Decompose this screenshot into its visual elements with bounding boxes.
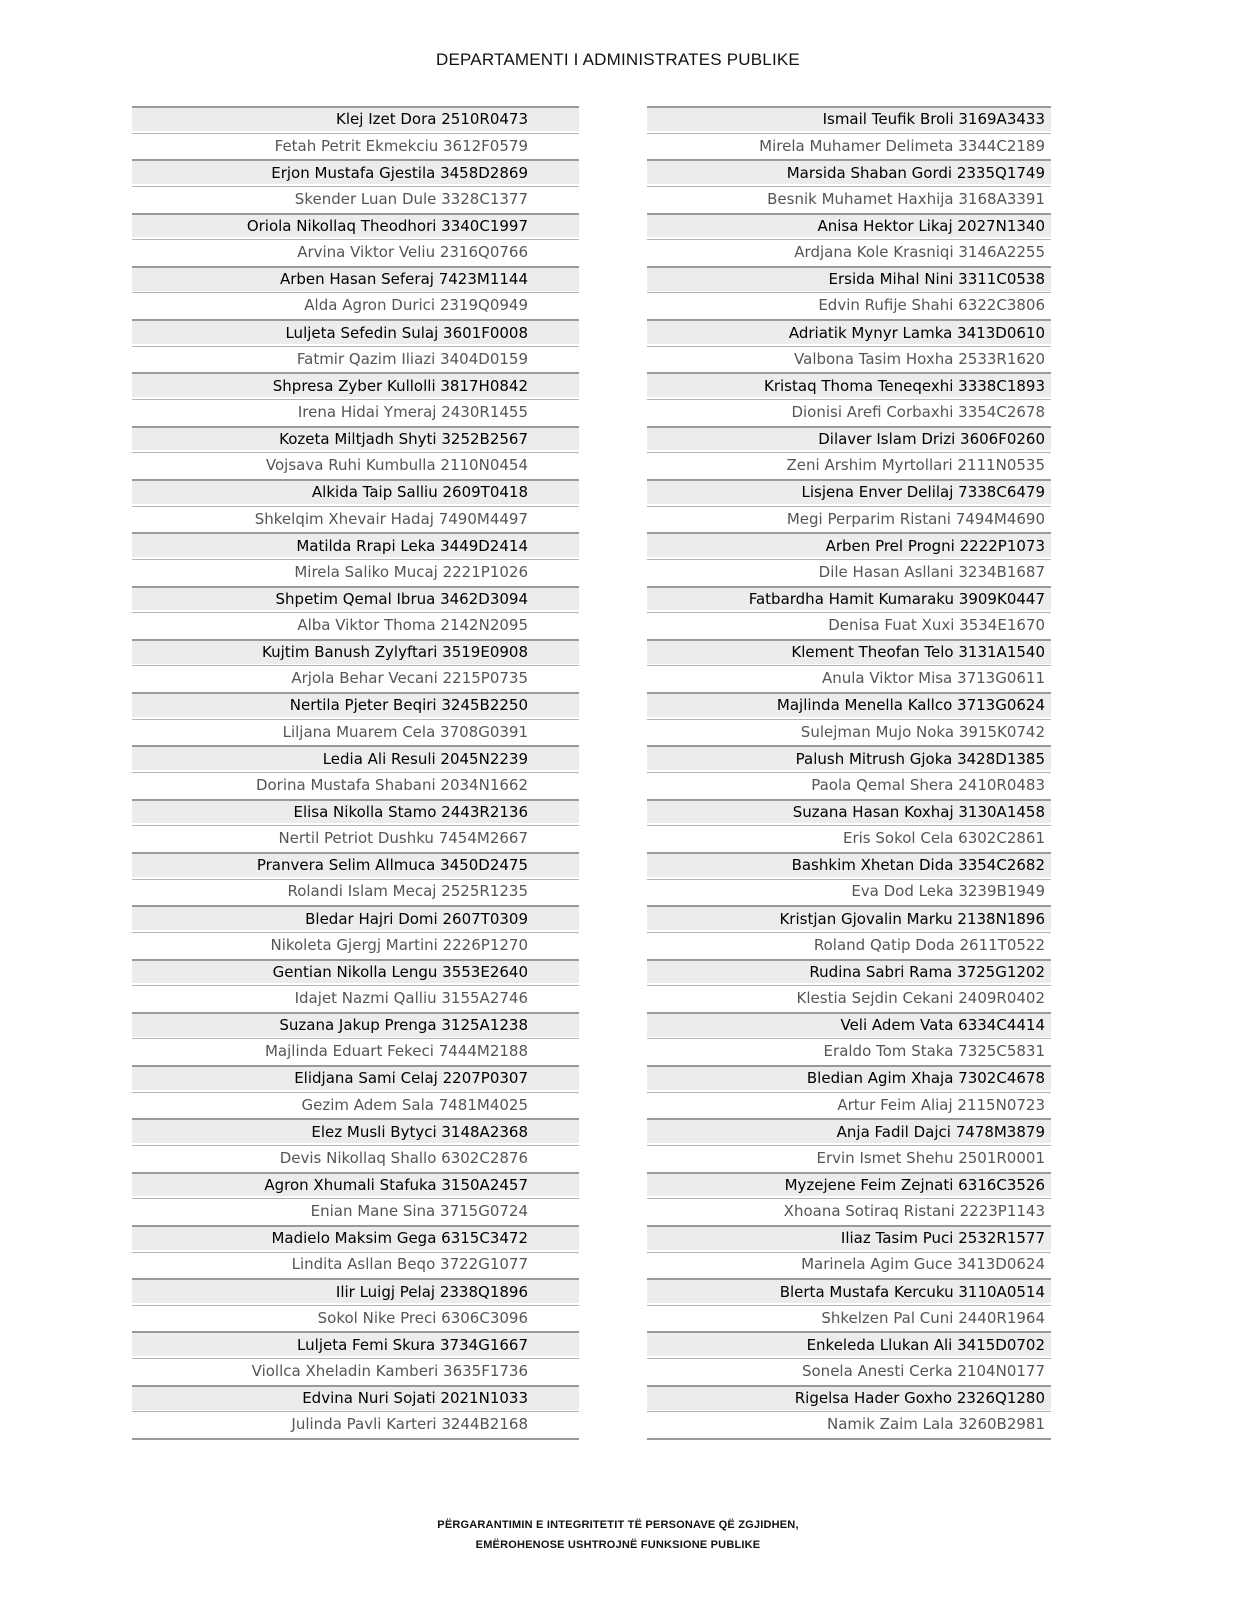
list-item: Arben Hasan Seferaj 7423M1144 (132, 266, 579, 291)
list-item: Majlinda Eduart Fekeci 7444M2188 (132, 1038, 579, 1063)
list-item: Julinda Pavli Karteri 3244B2168 (132, 1411, 579, 1436)
list-item: Mirela Saliko Mucaj 2221P1026 (132, 559, 579, 584)
list-item: Ersida Mihal Nini 3311C0538 (647, 266, 1051, 291)
list-item: Fatbardha Hamit Kumaraku 3909K0447 (647, 586, 1051, 611)
list-item: Zeni Arshim Myrtollari 2111N0535 (647, 452, 1051, 477)
right-name-list (647, 106, 1051, 1440)
list-item: Luljeta Sefedin Sulaj 3601F0008 (132, 319, 579, 344)
list-item: Rigelsa Hader Goxho 2326Q1280 (647, 1385, 1051, 1410)
list-item: Enkeleda Llukan Ali 3415D0702 (647, 1331, 1051, 1356)
list-item: Alkida Taip Salliu 2609T0418 (132, 479, 579, 504)
list-item: Dorina Mustafa Shabani 2034N1662 (132, 772, 579, 797)
page-title: DEPARTAMENTI I ADMINISTRATES PUBLIKE (436, 50, 800, 69)
page-footer (0, 1515, 1236, 1555)
list-item: Roland Qatip Doda 2611T0522 (647, 932, 1051, 957)
list-item: Kristaq Thoma Teneqexhi 3338C1893 (647, 372, 1051, 397)
list-item: Shkelqim Xhevair Hadaj 7490M4497 (132, 506, 579, 531)
list-item: Klej Izet Dora 2510R0473 (132, 106, 579, 131)
list-item: Alba Viktor Thoma 2142N2095 (132, 612, 579, 637)
list-item: Edvina Nuri Sojati 2021N1033 (132, 1385, 579, 1410)
list-item: Kujtim Banush Zylyftari 3519E0908 (132, 639, 579, 664)
list-item: Myzejene Feim Zejnati 6316C3526 (647, 1172, 1051, 1197)
list-item: Liljana Muarem Cela 3708G0391 (132, 719, 579, 744)
list-item: Bashkim Xhetan Dida 3354C2682 (647, 852, 1051, 877)
list-item: Agron Xhumali Stafuka 3150A2457 (132, 1172, 579, 1197)
list-item: Lindita Asllan Beqo 3722G1077 (132, 1252, 579, 1277)
list-item: Namik Zaim Lala 3260B2981 (647, 1411, 1051, 1436)
footer-line-2: EMËROHENOSE USHTROJNË FUNKSIONE PUBLIKE (475, 1539, 761, 1551)
list-item: Idajet Nazmi Qalliu 3155A2746 (132, 985, 579, 1010)
list-item: Artur Feim Aliaj 2115N0723 (647, 1092, 1051, 1117)
list-item: Marsida Shaban Gordi 2335Q1749 (647, 159, 1051, 184)
list-item: Elez Musli Bytyci 3148A2368 (132, 1118, 579, 1143)
list-end-rule (647, 1438, 1051, 1440)
list-item: Ervin Ismet Shehu 2501R0001 (647, 1145, 1051, 1170)
list-item: Eva Dod Leka 3239B1949 (647, 879, 1051, 904)
list-item: Adriatik Mynyr Lamka 3413D0610 (647, 319, 1051, 344)
list-item: Elisa Nikolla Stamo 2443R2136 (132, 799, 579, 824)
list-item: Rolandi Islam Mecaj 2525R1235 (132, 879, 579, 904)
list-item: Nikoleta Gjergj Martini 2226P1270 (132, 932, 579, 957)
list-item: Anja Fadil Dajci 7478M3879 (647, 1118, 1051, 1143)
list-item: Megi Perparim Ristani 7494M4690 (647, 506, 1051, 531)
list-item: Oriola Nikollaq Theodhori 3340C1997 (132, 213, 579, 238)
footer-line-1: PËRGARANTIMIN E INTEGRITETIT TË PERSONAVE QË ZGJIDHEN, (437, 1519, 799, 1531)
list-item: Arjola Behar Vecani 2215P0735 (132, 665, 579, 690)
list-item: Shpetim Qemal Ibrua 3462D3094 (132, 586, 579, 611)
left-name-list (132, 106, 579, 1440)
list-item: Palush Mitrush Gjoka 3428D1385 (647, 745, 1051, 770)
list-item: Luljeta Femi Skura 3734G1667 (132, 1331, 579, 1356)
list-item: Denisa Fuat Xuxi 3534E1670 (647, 612, 1051, 637)
list-item: Arvina Viktor Veliu 2316Q0766 (132, 239, 579, 264)
list-item: Erjon Mustafa Gjestila 3458D2869 (132, 159, 579, 184)
list-item: Arben Prel Progni 2222P1073 (647, 532, 1051, 557)
list-end-rule (132, 1438, 579, 1440)
list-item: Eraldo Tom Staka 7325C5831 (647, 1038, 1051, 1063)
list-item: Sonela Anesti Cerka 2104N0177 (647, 1358, 1051, 1383)
list-item: Anula Viktor Misa 3713G0611 (647, 665, 1051, 690)
list-item: Dionisi Arefi Corbaxhi 3354C2678 (647, 399, 1051, 424)
list-item: Gentian Nikolla Lengu 3553E2640 (132, 959, 579, 984)
list-item: Matilda Rrapi Leka 3449D2414 (132, 532, 579, 557)
list-item: Nertil Petriot Dushku 7454M2667 (132, 825, 579, 850)
list-item: Rudina Sabri Rama 3725G1202 (647, 959, 1051, 984)
list-item: Lisjena Enver Delilaj 7338C6479 (647, 479, 1051, 504)
list-item: Sulejman Mujo Noka 3915K0742 (647, 719, 1051, 744)
list-item: Klement Theofan Telo 3131A1540 (647, 639, 1051, 664)
list-item: Madielo Maksim Gega 6315C3472 (132, 1225, 579, 1250)
list-item: Gezim Adem Sala 7481M4025 (132, 1092, 579, 1117)
list-item: Ledia Ali Resuli 2045N2239 (132, 745, 579, 770)
list-item: Dile Hasan Asllani 3234B1687 (647, 559, 1051, 584)
list-item: Valbona Tasim Hoxha 2533R1620 (647, 346, 1051, 371)
list-item: Xhoana Sotiraq Ristani 2223P1143 (647, 1198, 1051, 1223)
list-item: Vojsava Ruhi Kumbulla 2110N0454 (132, 452, 579, 477)
list-item: Edvin Rufije Shahi 6322C3806 (647, 292, 1051, 317)
list-item: Shpresa Zyber Kullolli 3817H0842 (132, 372, 579, 397)
list-item: Paola Qemal Shera 2410R0483 (647, 772, 1051, 797)
list-item: Mirela Muhamer Delimeta 3344C2189 (647, 133, 1051, 158)
list-item: Pranvera Selim Allmuca 3450D2475 (132, 852, 579, 877)
list-item: Skender Luan Dule 3328C1377 (132, 186, 579, 211)
list-item: Devis Nikollaq Shallo 6302C2876 (132, 1145, 579, 1170)
list-item: Klestia Sejdin Cekani 2409R0402 (647, 985, 1051, 1010)
list-item: Blerta Mustafa Kercuku 3110A0514 (647, 1278, 1051, 1303)
list-item: Ismail Teufik Broli 3169A3433 (647, 106, 1051, 131)
list-item: Dilaver Islam Drizi 3606F0260 (647, 426, 1051, 451)
list-item: Besnik Muhamet Haxhija 3168A3391 (647, 186, 1051, 211)
list-item: Eris Sokol Cela 6302C2861 (647, 825, 1051, 850)
list-item: Viollca Xheladin Kamberi 3635F1736 (132, 1358, 579, 1383)
list-item: Elidjana Sami Celaj 2207P0307 (132, 1065, 579, 1090)
list-item: Suzana Hasan Koxhaj 3130A1458 (647, 799, 1051, 824)
list-item: Ilir Luigj Pelaj 2338Q1896 (132, 1278, 579, 1303)
list-item: Bledar Hajri Domi 2607T0309 (132, 905, 579, 930)
list-item: Enian Mane Sina 3715G0724 (132, 1198, 579, 1223)
list-item: Veli Adem Vata 6334C4414 (647, 1012, 1051, 1037)
list-item: Shkelzen Pal Cuni 2440R1964 (647, 1305, 1051, 1330)
list-item: Sokol Nike Preci 6306C3096 (132, 1305, 579, 1330)
list-item: Alda Agron Durici 2319Q0949 (132, 292, 579, 317)
list-item: Iliaz Tasim Puci 2532R1577 (647, 1225, 1051, 1250)
list-item: Fetah Petrit Ekmekciu 3612F0579 (132, 133, 579, 158)
list-item: Kristjan Gjovalin Marku 2138N1896 (647, 905, 1051, 930)
list-item: Irena Hidai Ymeraj 2430R1455 (132, 399, 579, 424)
list-item: Fatmir Qazim Iliazi 3404D0159 (132, 346, 579, 371)
list-item: Suzana Jakup Prenga 3125A1238 (132, 1012, 579, 1037)
list-item: Marinela Agim Guce 3413D0624 (647, 1252, 1051, 1277)
list-item: Nertila Pjeter Beqiri 3245B2250 (132, 692, 579, 717)
list-item: Ardjana Kole Krasniqi 3146A2255 (647, 239, 1051, 264)
list-item: Kozeta Miltjadh Shyti 3252B2567 (132, 426, 579, 451)
list-item: Anisa Hektor Likaj 2027N1340 (647, 213, 1051, 238)
list-item: Bledian Agim Xhaja 7302C4678 (647, 1065, 1051, 1090)
list-item: Majlinda Menella Kallco 3713G0624 (647, 692, 1051, 717)
